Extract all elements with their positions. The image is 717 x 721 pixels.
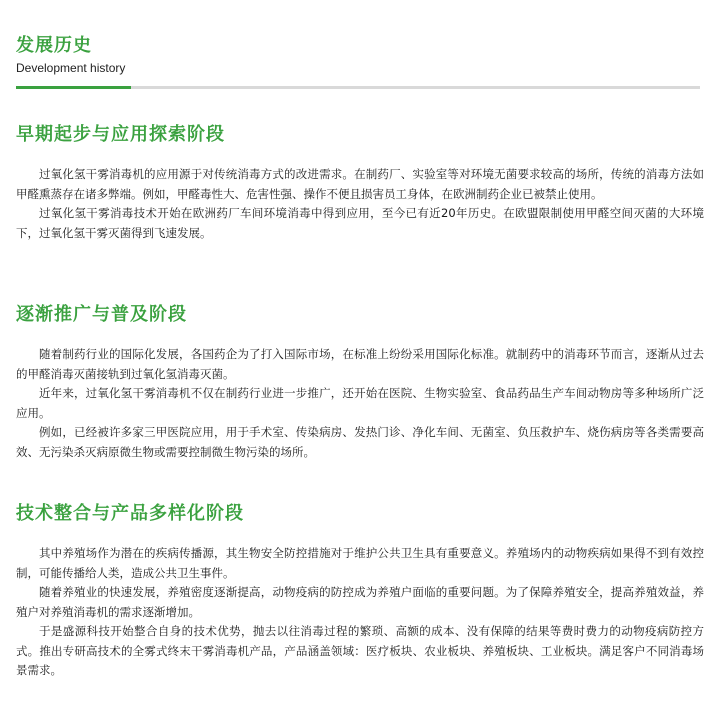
paragraph: 过氧化氢干雾消毒机的应用源于对传统消毒方式的改进需求。在制药厂、实验室等对环境无菌要求较高的场所，传统的消毒方法如甲醛熏蒸存在诸多弊端。例如，甲醛毒性大、危害性强、操作不便且损害员工身体，在欧洲制药企业已被禁止使用。 — [16, 167, 704, 201]
section-title: 逐渐推广与普及阶段 — [16, 304, 187, 325]
section-title: 早期起步与应用探索阶段 — [16, 124, 225, 145]
paragraph: 近年来，过氧化氢干雾消毒机不仅在制药行业进一步推广，还开始在医院、生物实验室、食品药品生产车间动物房等多种场所广泛应用。 — [16, 386, 704, 420]
header-divider-accent — [16, 86, 131, 89]
paragraph: 随着养殖业的快速发展，养殖密度逐渐提高，动物疫病的防控成为养殖户面临的重要问题。为了保障养殖安全，提高养殖效益，养殖户对养殖消毒机的需求逐渐增加。 — [16, 585, 704, 619]
paragraph: 其中养殖场作为潜在的疾病传播源，其生物安全防控措施对于维护公共卫生具有重要意义。养殖场内的动物疾病如果得不到有效控制，可能传播给人类，造成公共卫生事件。 — [16, 546, 704, 580]
page-title: 发展历史 — [16, 35, 92, 56]
page-header — [16, 34, 700, 76]
paragraph: 例如，已经被许多家三甲医院应用，用于手术室、传染病房、发热门诊、净化车间、无菌室、负压救护车、烧伤病房等各类需要高效、无污染杀灭病原微生物或需要控制微生物污染的场所。 — [16, 425, 704, 459]
paragraph: 于是盛源科技开始整合自身的技术优势，抛去以往消毒过程的繁琐、高额的成本、没有保障的结果等费时费力的动物疫病防控方式。推出专研高技术的全雾式终末干雾消毒机产品，产品涵盖领域：医疗板块、农业板块、养殖板块、工业板块。满足客户不同消毒场景需求。 — [16, 624, 704, 677]
section-title: 技术整合与产品多样化阶段 — [16, 503, 244, 524]
section-early-stage — [16, 123, 704, 243]
paragraph: 随着制药行业的国际化发展，各国药企为了打入国际市场，在标准上纷纷采用国际化标准。就制药中的消毒环节而言，逐渐从过去的甲醛消毒灭菌接轨到过氧化氢消毒灭菌。 — [16, 347, 704, 381]
paragraph: 过氧化氢干雾消毒技术开始在欧洲药厂车间环境消毒中得到应用，至今已有近20年历史。在欧盟限制使用甲醛空间灭菌的大环境下，过氧化氢干雾灭菌得到飞速发展。 — [16, 206, 704, 240]
page-subtitle: Development history — [16, 61, 126, 75]
section-integration-stage — [16, 502, 704, 681]
section-promotion-stage — [16, 303, 704, 462]
